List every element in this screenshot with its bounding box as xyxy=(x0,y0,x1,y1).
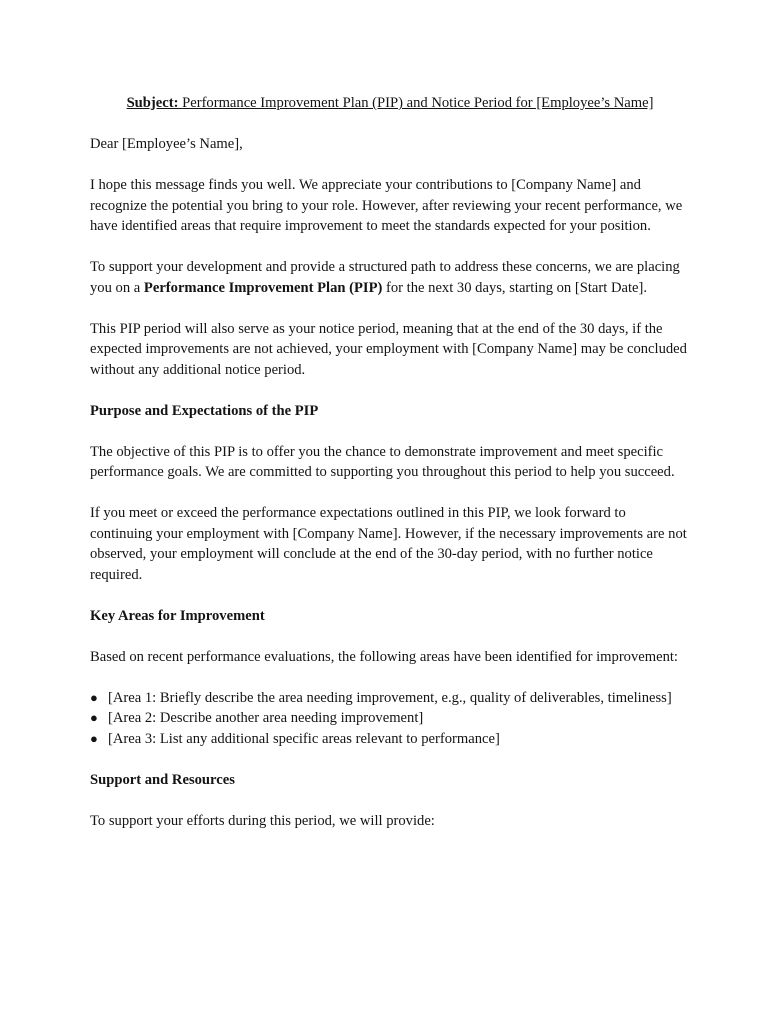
list-item xyxy=(90,688,690,709)
list-item-text: [Area 1: Briefly describe the area needing improvement, e.g., quality of deliverables, timeliness] xyxy=(108,689,672,706)
improvement-areas-list xyxy=(90,688,690,750)
subject-line xyxy=(90,93,690,114)
heading-key-areas: Key Areas for Improvement xyxy=(90,607,265,624)
outcome-paragraph: If you meet or exceed the performance expectations outlined in this PIP, we look forward to continuing your employment with [Company Name]. However, if the necessary improvements are not observed, your employment will conclude at the end of the 30-day period, with no further notice required. xyxy=(90,505,687,583)
bullet-icon: ● xyxy=(90,730,98,746)
list-item xyxy=(90,729,690,750)
areas-intro-paragraph: Based on recent performance evaluations, the following areas have been identified for improvement: xyxy=(90,648,678,665)
letter-page xyxy=(90,93,690,852)
subject-label: Subject: xyxy=(126,95,179,111)
bullet-icon: ● xyxy=(90,710,98,725)
pip-paragraph xyxy=(90,257,690,298)
greeting: Dear [Employee’s Name], xyxy=(90,136,243,152)
list-item xyxy=(90,708,690,729)
notice-paragraph: This PIP period will also serve as your notice period, meaning that at the end of the 30 days, if the expected improvements are not achieved, your employment with [Company Name] may be concluded without any additional notice period. xyxy=(90,320,687,378)
bullet-icon: ● xyxy=(90,689,98,705)
pip-bold-term: Performance Improvement Plan (PIP) xyxy=(143,279,383,296)
pip-text-before: To support your development and provide a structured path to address these concerns, we are placing you on a xyxy=(90,259,680,296)
heading-support: Support and Resources xyxy=(90,771,235,788)
pip-text-after: for the next 30 days, starting on [Start Date]. xyxy=(382,279,648,296)
list-item-text: [Area 2: Describe another area needing improvement] xyxy=(108,710,424,726)
subject-text: Performance Improvement Plan (PIP) and Notice Period for [Employee’s Name] xyxy=(182,95,654,111)
objective-paragraph: The objective of this PIP is to offer you the chance to demonstrate improvement and meet specific performance goals. We are committed to supporting you throughout this period to help you succeed. xyxy=(90,443,675,480)
list-item-text: [Area 3: List any additional specific areas relevant to performance] xyxy=(108,730,500,747)
heading-purpose: Purpose and Expectations of the PIP xyxy=(90,402,319,419)
intro-paragraph: I hope this message finds you well. We appreciate your contributions to [Company Name] and recognize the potential you bring to your role. However, after reviewing your recent performance, we have identified areas that require improvement to meet the standards expected for your position. xyxy=(90,177,683,234)
support-intro-paragraph: To support your efforts during this period, we will provide: xyxy=(90,812,435,829)
